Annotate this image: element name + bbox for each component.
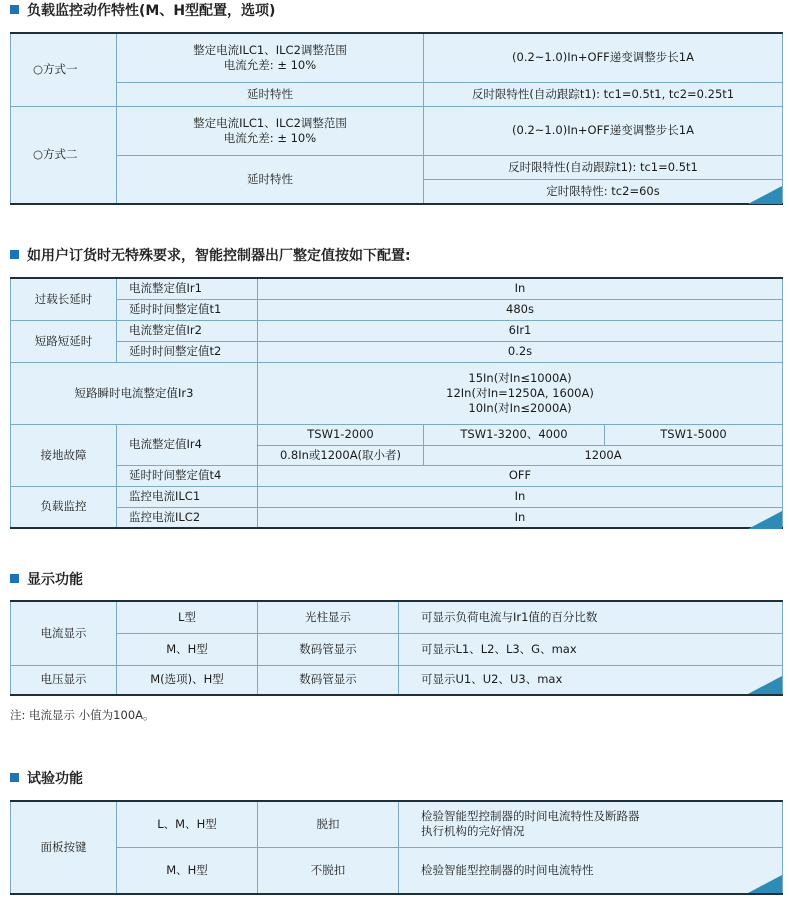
ground-model-2: TSW1-3200、4000 [424, 424, 605, 445]
ground-time-label: 延时时间整定值t4 [117, 465, 258, 486]
load-current1-value: In [258, 486, 783, 507]
display-r3-desc: 可显示U1、U2、U3、max [399, 665, 783, 695]
test-r2-type: M、H型 [117, 847, 258, 894]
mode1-delay-value: 反时限特性(自动跟踪t1): tc1=0.5t1, tc2=0.25t1 [424, 82, 783, 106]
mode1-delay-label: 延时特性 [117, 82, 424, 106]
display-note: 注: 电流显示 小值为100A。 [10, 708, 155, 722]
display-r2-type: M、H型 [117, 633, 258, 665]
mode1-range-label-1: 整定电流ILC1、ILC2调整范围 [193, 42, 347, 57]
display-r1-mode: 光柱显示 [258, 601, 399, 633]
mode2-cell: ○方式二 [11, 106, 117, 204]
short-delay-cell: 短路短延时 [11, 320, 117, 362]
section-title-test [10, 770, 83, 788]
display-table [10, 600, 783, 696]
bullet-square-icon [10, 574, 19, 583]
bullet-square-icon [10, 773, 19, 782]
bullet-square-icon [10, 5, 19, 14]
load-current2-label: 监控电流ILC2 [117, 507, 258, 528]
display-r1-desc: 可显示负荷电流与Ir1值的百分比数 [399, 601, 783, 633]
overload-cell: 过载长延时 [11, 278, 117, 320]
mode2-delay-value-2: 定时限特性: tc2=60s [424, 179, 783, 204]
test-r2-desc: 检验智能型控制器的时间电流特性 [399, 847, 783, 894]
ground-current-label: 电流整定值Ir4 [117, 424, 258, 465]
display-r3-type: M(选项)、H型 [117, 665, 258, 695]
load-monitor-cell: 负载监控 [11, 486, 117, 528]
mode2-range-label [117, 106, 424, 155]
corner-triangle-icon [748, 186, 782, 204]
current-display-cell: 电流显示 [11, 601, 117, 665]
instant-value-3: 10In(对In≤2000A) [468, 400, 572, 415]
short-current-label: 电流整定值Ir2 [117, 320, 258, 341]
section-title-text: 如用户订货时无特殊要求，智能控制器出厂整定值按如下配置: [27, 248, 411, 264]
display-r2-mode: 数码管显示 [258, 633, 399, 665]
overload-time-value: 480s [258, 299, 783, 320]
test-r1-desc-2: 执行机构的完好情况 [421, 824, 525, 839]
mode2-range-label-1: 整定电流ILC1、ILC2调整范围 [193, 115, 347, 130]
ground-value-2: 1200A [424, 445, 783, 465]
panel-button-cell: 面板按键 [11, 801, 117, 894]
display-r2-desc: 可显示L1、L2、L3、G、max [399, 633, 783, 665]
mode2-range-label-2: 电流允差: ± 10% [223, 130, 317, 145]
short-time-label: 延时时间整定值t2 [117, 341, 258, 362]
overload-current-value: In [258, 278, 783, 299]
overload-current-label: 电流整定值Ir1 [117, 278, 258, 299]
ground-time-value: OFF [258, 465, 783, 486]
section-title-text: 试验功能 [27, 771, 83, 787]
instant-value-1: 15In(对In≤1000A) [468, 370, 572, 385]
test-r1-type: L、M、H型 [117, 801, 258, 847]
test-r1-desc [399, 801, 783, 847]
display-r3-mode: 数码管显示 [258, 665, 399, 695]
ground-model-3: TSW1-5000 [605, 424, 783, 445]
ground-fault-cell: 接地故障 [11, 424, 117, 486]
section-title-text: 负载监控动作特性(M、H型配置，选项) [27, 3, 276, 19]
mode2-range-value: (0.2~1.0)In+OFF递变调整步长1A [424, 106, 783, 155]
instant-value [258, 362, 783, 424]
load-current2-value: In [258, 507, 783, 528]
mode1-range-value: (0.2~1.0)In+OFF递变调整步长1A [424, 33, 783, 82]
instant-label: 短路瞬时电流整定值Ir3 [11, 362, 258, 424]
section-title-factory-settings [10, 247, 411, 265]
section-title-text: 显示功能 [27, 572, 83, 588]
mode1-range-label [117, 33, 424, 82]
display-r1-type: L型 [117, 601, 258, 633]
short-current-value: 6Ir1 [258, 320, 783, 341]
mode2-delay-value-1: 反时限特性(自动跟踪t1): tc1=0.5t1 [424, 155, 783, 179]
corner-triangle-icon [748, 875, 782, 893]
short-time-value: 0.2s [258, 341, 783, 362]
load-current1-label: 监控电流ILC1 [117, 486, 258, 507]
corner-triangle-icon [748, 511, 782, 529]
test-r1-action: 脱扣 [258, 801, 399, 847]
section-title-load-monitor [10, 2, 275, 20]
ground-value-1: 0.8In或1200A(取小者) [258, 445, 424, 465]
voltage-display-cell: 电压显示 [11, 665, 117, 695]
test-r2-action: 不脱扣 [258, 847, 399, 894]
instant-value-2: 12In(对In=1250A, 1600A) [446, 385, 594, 400]
factory-settings-table [10, 277, 783, 529]
section-title-display [10, 571, 83, 589]
corner-triangle-icon [748, 676, 782, 694]
test-table [10, 800, 783, 895]
mode1-cell: ○方式一 [11, 33, 117, 106]
mode1-range-label-2: 电流允差: ± 10% [223, 57, 317, 72]
bullet-square-icon [10, 250, 19, 259]
overload-time-label: 延时时间整定值t1 [117, 299, 258, 320]
ground-model-1: TSW1-2000 [258, 424, 424, 445]
load-monitor-table [10, 32, 783, 205]
test-r1-desc-1: 检验智能型控制器的时间电流特性及断路器 [421, 809, 640, 824]
mode2-delay-label: 延时特性 [117, 155, 424, 204]
